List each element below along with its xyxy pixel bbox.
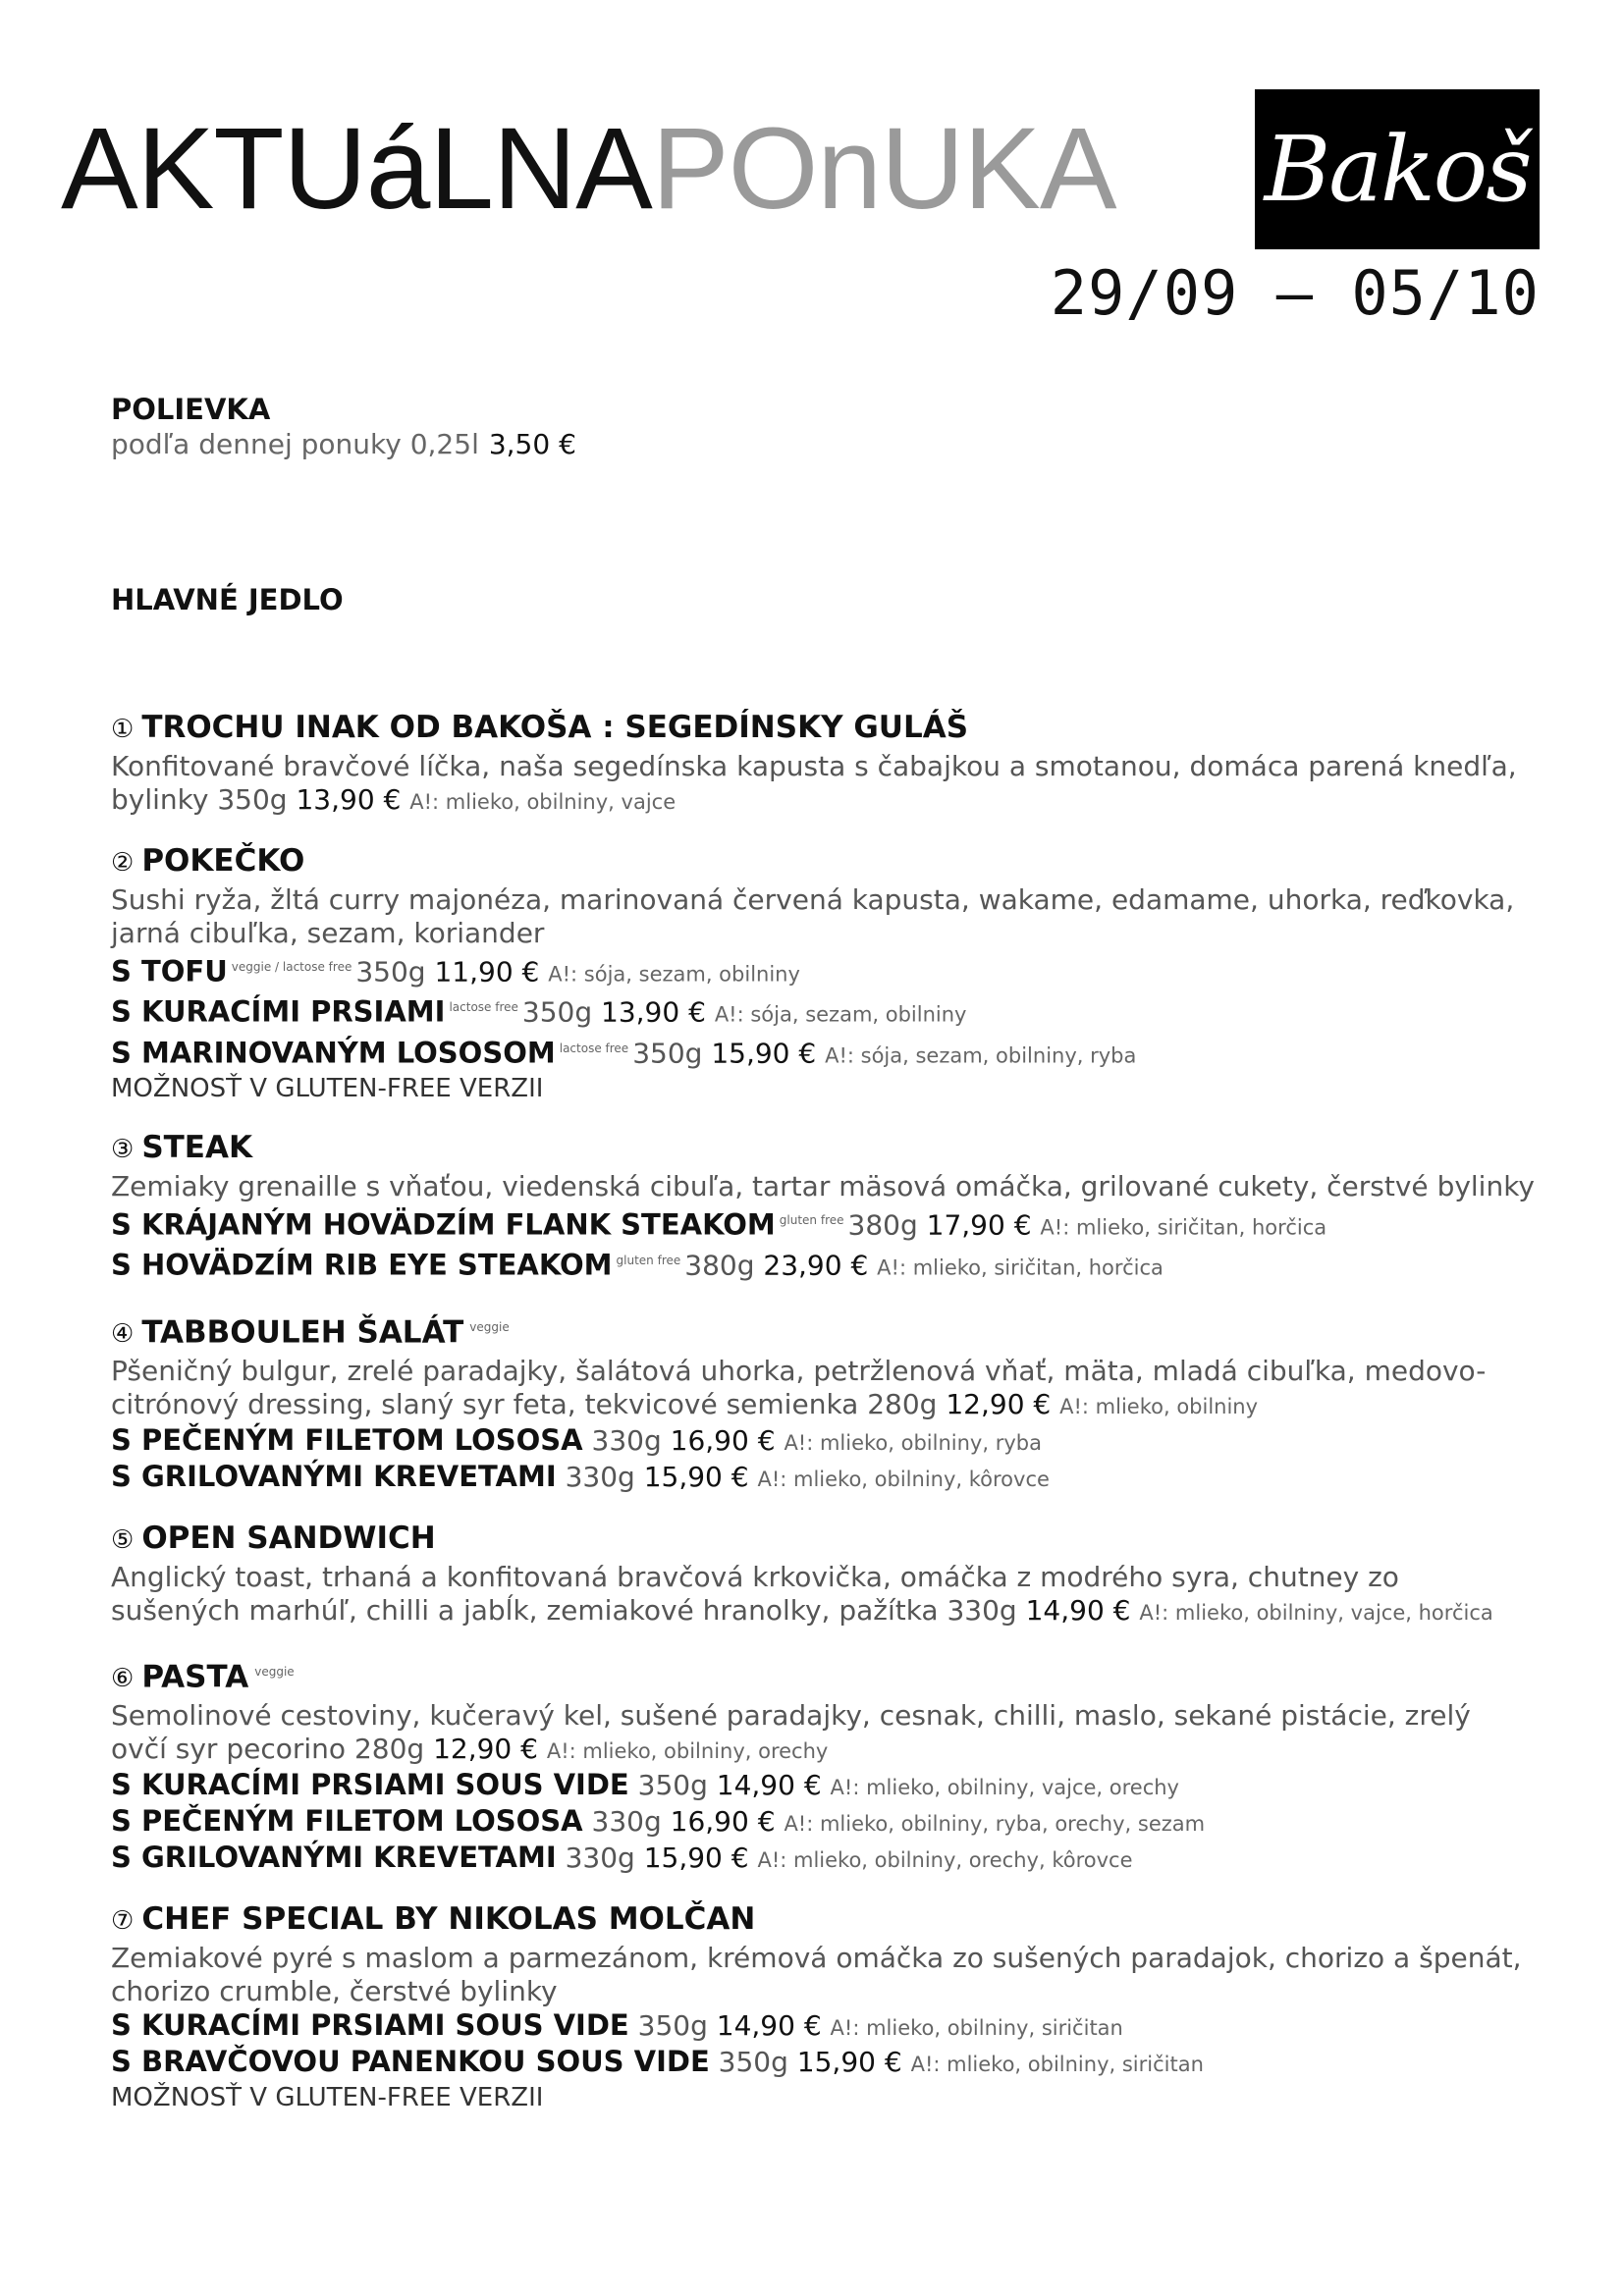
dish-desc-text: Sushi ryža, žltá curry majonéza, marinovaná červená kapusta, wakame, edamame, uhorka, reďkovka, jarná cibuľka, sezam, koriander (111, 883, 1515, 949)
dish-allergens: A!: mlieko, obilniny, orechy (546, 1739, 829, 1764)
variant-price: 14,90 € (716, 1769, 822, 1802)
dish-variant (111, 1032, 1535, 1072)
dish-desc-text: Konfitované bravčové líčka, naša segedínska kapusta s čabajkou a smotanou, domáca parená knedľa, bylinky 350g (111, 750, 1517, 816)
dish-variant (111, 1841, 1535, 1877)
bakos-logo (1255, 89, 1540, 249)
page-title (61, 104, 1116, 234)
dish-variant (111, 1460, 1535, 1496)
dish-name: TROCHU INAK OD BAKOŠA : SEGEDÍNSKY GULÁŠ (141, 710, 969, 745)
variant-allergens: A!: sója, sezam, obilniny (714, 1002, 967, 1027)
dish-tag: veggie (469, 1319, 510, 1334)
date-range: 29/09 – 05/10 (1050, 257, 1540, 329)
variant-allergens: A!: mlieko, obilniny, orechy, kôrovce (757, 1848, 1133, 1873)
dish-heading (111, 1307, 1535, 1355)
dish-number: ④ (111, 1318, 135, 1349)
dish-description (111, 1561, 1535, 1629)
dish-name: POKEČKO (141, 843, 305, 879)
dish-heading (111, 840, 1535, 883)
variant-allergens: A!: sója, sezam, obilniny (548, 962, 800, 987)
variant-allergens: A!: mlieko, obilniny, siričitan (830, 2016, 1123, 2041)
variant-weight: 350g (521, 995, 593, 1029)
dish-variant (111, 1203, 1535, 1244)
variant-tag: veggie / lactose free (231, 960, 352, 974)
dish-heading (111, 1651, 1535, 1699)
variant-price: 13,90 € (601, 995, 706, 1029)
dish-heading (111, 707, 1535, 750)
dish-desc-text: Anglický toast, trhaná a konfitovaná bravčová krkovička, omáčka z modrého syra, chutney zo sušených marhúľ, chilli a jabĺk, zemiakové hranolky, pažítka 330g (111, 1560, 1399, 1627)
variant-weight: 350g (637, 2009, 708, 2043)
logo-text: Bakoš (1264, 117, 1531, 222)
variant-name: S PEČENÝM FILETOM LOSOSA (111, 1804, 583, 1839)
variant-price: 16,90 € (670, 1805, 776, 1839)
variant-name: S PEČENÝM FILETOM LOSOSA (111, 1422, 583, 1457)
variant-tag: lactose free (559, 1041, 629, 1055)
dish-heading (111, 1898, 1535, 1942)
dish-variant (111, 2008, 1535, 2045)
dish-number: ⑦ (111, 1906, 135, 1937)
dish-price: 12,90 € (433, 1733, 538, 1766)
soup-desc: podľa dennej ponuky 0,25l (111, 428, 479, 460)
dish-price: 12,90 € (946, 1387, 1052, 1420)
dish-variant (111, 1423, 1535, 1460)
dish-price: 14,90 € (1025, 1593, 1131, 1627)
variant-name: S KURACÍMI PRSIAMI (111, 994, 446, 1029)
dish-desc-text: Zemiakové pyré s maslom a parmezánom, krémová omáčka zo sušených paradajok, chorizo a špenát, chorizo crumble, čerstvé bylinky (111, 1942, 1522, 2008)
dish-description (111, 1355, 1535, 1423)
variant-allergens: A!: mlieko, siričitan, horčica (1040, 1215, 1327, 1240)
variant-price: 15,90 € (711, 1036, 817, 1069)
variant-name: S KURACÍMI PRSIAMI SOUS VIDE (111, 2008, 629, 2043)
dish-number: ⑤ (111, 1524, 135, 1555)
dish-description (111, 1699, 1535, 1768)
variant-weight: 350g (637, 1769, 708, 1802)
variant-price: 23,90 € (763, 1249, 869, 1282)
dish-name: PASTA (141, 1659, 249, 1695)
dish-price: 13,90 € (296, 783, 402, 816)
dish-description (111, 1170, 1535, 1203)
dish-variant (111, 950, 1535, 990)
variant-price: 17,90 € (926, 1208, 1032, 1242)
soup-section (111, 393, 1535, 460)
dish-variant (111, 990, 1535, 1031)
dish-allergens: A!: mlieko, obilniny, vajce (409, 790, 677, 814)
dish-number: ⑥ (111, 1664, 135, 1694)
variant-name: S KRÁJANÝM HOVÄDZÍM FLANK STEAKOM (111, 1207, 776, 1242)
variant-weight: 380g (684, 1249, 755, 1282)
dish-description (111, 750, 1535, 819)
dish-number: ① (111, 715, 135, 744)
dish-note: MOŽNOSŤ V GLUTEN-FREE VERZII (111, 1073, 544, 1103)
dish-variant (111, 1804, 1535, 1841)
variant-allergens: A!: mlieko, siričitan, horčica (877, 1255, 1164, 1280)
dish-name: STEAK (141, 1129, 252, 1165)
variant-allergens: A!: mlieko, obilniny, ryba, orechy, sezam (784, 1812, 1206, 1837)
dish-variant (111, 1244, 1535, 1284)
variant-allergens: A!: mlieko, obilniny, vajce, orechy (830, 1776, 1179, 1800)
variant-name: S BRAVČOVOU PANENKOU SOUS VIDE (111, 2045, 710, 2079)
dish-item (111, 1127, 1535, 1285)
dish-item (111, 1307, 1535, 1496)
dish-number: ③ (111, 1134, 135, 1164)
dish-item (111, 1518, 1535, 1629)
menu-content (111, 393, 1535, 2114)
soup-price: 3,50 € (488, 428, 576, 460)
dish-allergens: A!: mlieko, obilniny, vajce, horčica (1139, 1600, 1493, 1625)
title-offer: POnUKA (651, 104, 1116, 234)
main-course-title: HLAVNÉ JEDLO (111, 583, 344, 616)
variant-weight: 330g (591, 1423, 662, 1457)
variant-name: S TOFU (111, 954, 228, 988)
variant-weight: 380g (847, 1208, 918, 1242)
variant-weight: 330g (565, 1460, 635, 1493)
variant-name: S KURACÍMI PRSIAMI SOUS VIDE (111, 1768, 629, 1802)
variant-name: S GRILOVANÝMI KREVETAMI (111, 1459, 557, 1493)
variant-weight: 350g (718, 2046, 788, 2079)
dish-desc-text: Zemiaky grenaille s vňaťou, viedenská cibuľa, tartar mäsová omáčka, grilované cukety, čerstvé bylinky (111, 1169, 1535, 1202)
variant-weight: 330g (591, 1805, 662, 1839)
dish-allergens: A!: mlieko, obilniny (1059, 1394, 1259, 1418)
variant-price: 15,90 € (643, 1842, 749, 1875)
variant-allergens: A!: mlieko, obilniny, kôrovce (757, 1467, 1050, 1491)
variant-name: S MARINOVANÝM LOSOSOM (111, 1035, 556, 1069)
variant-allergens: A!: mlieko, obilniny, ryba (784, 1430, 1042, 1455)
soup-line (111, 428, 1535, 460)
dish-name: TABBOULEH ŠALÁT (141, 1313, 464, 1350)
variant-name: S HOVÄDZÍM RIB EYE STEAKOM (111, 1248, 613, 1282)
variant-weight: 350g (355, 955, 426, 988)
variant-allergens: A!: sója, sezam, obilniny, ryba (825, 1042, 1137, 1067)
dish-desc-text: Pšeničný bulgur, zrelé paradajky, šalátová uhorka, petržlenová vňať, mäta, mladá cibuľka, medovo-citrónový dressing, slaný syr feta, tekvicové semienka 280g (111, 1354, 1487, 1420)
dish-name: OPEN SANDWICH (141, 1520, 436, 1556)
dish-name: CHEF SPECIAL BY NIKOLAS MOLČAN (141, 1901, 756, 1938)
variant-weight: 330g (565, 1842, 635, 1875)
variant-price: 15,90 € (796, 2046, 902, 2079)
soup-title: POLIEVKA (111, 393, 271, 426)
dish-item (111, 1898, 1535, 2114)
dish-item (111, 707, 1535, 819)
variant-price: 14,90 € (716, 2009, 822, 2043)
variant-tag: lactose free (449, 1000, 518, 1015)
dish-desc-text: Semolinové cestoviny, kučeravý kel, sušené paradajky, cesnak, chilli, maslo, sekané pistácie, zrelý ovčí syr pecorino 280g (111, 1699, 1471, 1766)
variant-name: S GRILOVANÝMI KREVETAMI (111, 1841, 557, 1875)
dish-heading (111, 1518, 1535, 1561)
variant-weight: 350g (632, 1036, 703, 1069)
variant-tag: gluten free (616, 1254, 681, 1268)
variant-allergens: A!: mlieko, obilniny, siričitan (910, 2053, 1204, 2077)
dish-note: MOŽNOSŤ V GLUTEN-FREE VERZII (111, 2083, 544, 2113)
dish-heading (111, 1127, 1535, 1170)
title-current: AKTUáLNA (61, 104, 652, 234)
dish-tag: veggie (254, 1664, 295, 1679)
variant-price: 16,90 € (670, 1423, 776, 1457)
variant-tag: gluten free (779, 1212, 844, 1227)
dish-description (111, 1942, 1535, 2008)
dish-list (111, 707, 1535, 2114)
dish-description (111, 883, 1535, 950)
dish-variant (111, 2045, 1535, 2081)
dish-variant (111, 1768, 1535, 1804)
variant-price: 11,90 € (434, 955, 540, 988)
dish-number: ② (111, 848, 135, 878)
variant-price: 15,90 € (643, 1460, 749, 1493)
dish-item (111, 840, 1535, 1105)
dish-item (111, 1651, 1535, 1877)
